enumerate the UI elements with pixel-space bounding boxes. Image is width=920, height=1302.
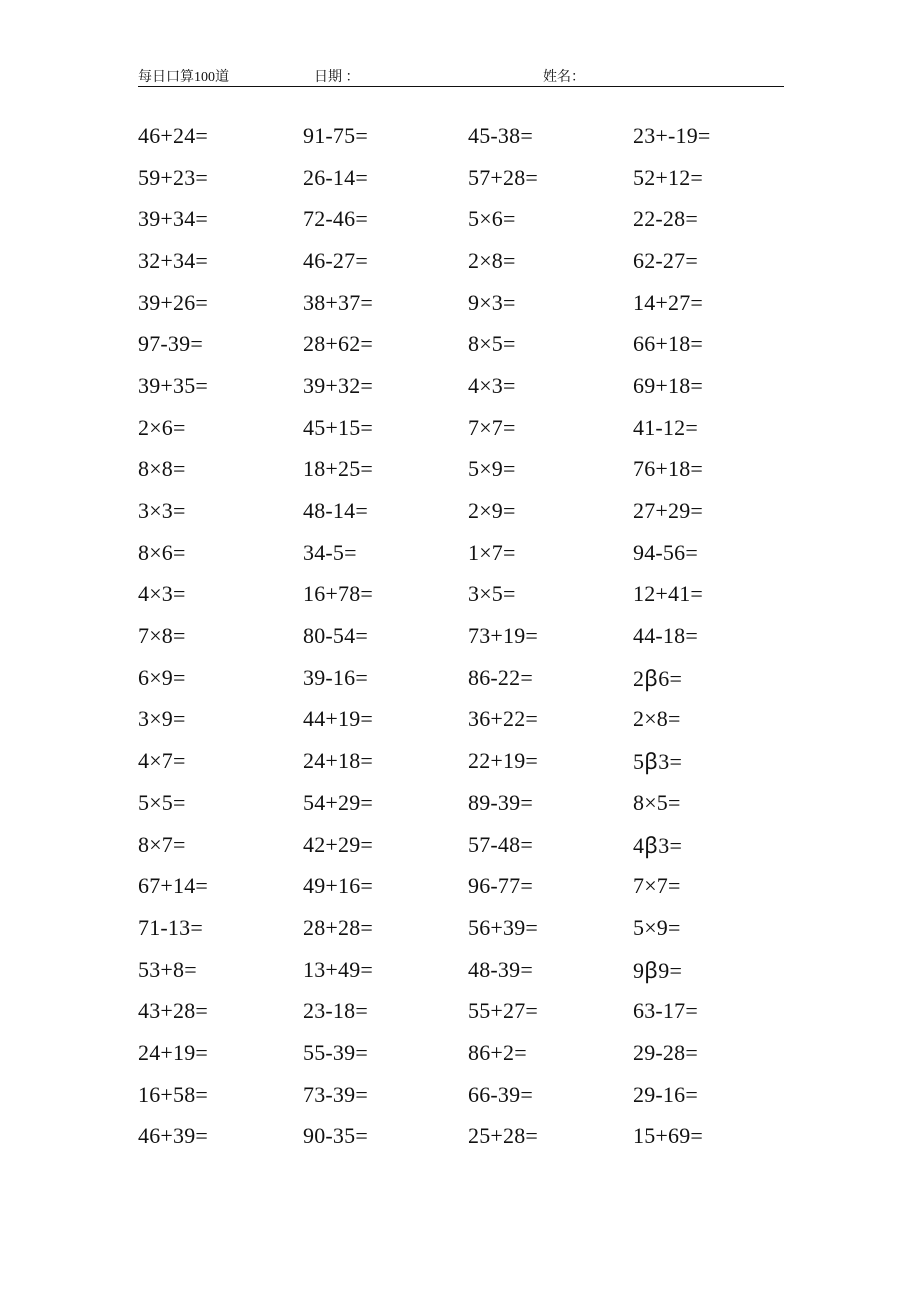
problem-cell: 18+25= bbox=[303, 456, 374, 482]
problem-cell: 13+49= bbox=[303, 956, 374, 982]
problem-cell: 48-14= bbox=[303, 498, 368, 524]
problem-cell: 15+69= bbox=[633, 1123, 704, 1149]
problem-cell: 22-28= bbox=[633, 206, 698, 232]
problem-cell: 1×7= bbox=[468, 539, 516, 565]
problem-cell: 5×5= bbox=[138, 789, 186, 815]
problem-cell: 25+28= bbox=[468, 1123, 539, 1149]
problem-cell: 48-39= bbox=[468, 956, 533, 982]
problem-cell: 9ꞵ9= bbox=[633, 957, 683, 983]
problem-cell: 43+28= bbox=[138, 998, 209, 1024]
problem-cell: 90-35= bbox=[303, 1123, 368, 1149]
problem-cell: 66-39= bbox=[468, 1081, 533, 1107]
problem-cell: 39+32= bbox=[303, 372, 374, 398]
problem-cell: 5×9= bbox=[468, 456, 516, 482]
problem-cell: 91-75= bbox=[303, 122, 368, 148]
problem-cell: 36+22= bbox=[468, 706, 539, 732]
problem-cell: 52+12= bbox=[633, 164, 704, 190]
problem-cell: 8×7= bbox=[138, 831, 186, 857]
problem-row bbox=[138, 323, 798, 365]
problem-cell: 73-39= bbox=[303, 1081, 368, 1107]
problem-cell: 56+39= bbox=[468, 914, 539, 940]
problem-cell: 76+18= bbox=[633, 456, 704, 482]
problem-cell: 39+34= bbox=[138, 206, 209, 232]
problem-cell: 66+18= bbox=[633, 331, 704, 357]
problem-row bbox=[138, 490, 798, 532]
problem-cell: 89-39= bbox=[468, 789, 533, 815]
problem-cell: 57-48= bbox=[468, 831, 533, 857]
problem-cell: 39+35= bbox=[138, 372, 209, 398]
problem-cell: 3×9= bbox=[138, 706, 186, 732]
problem-row bbox=[138, 407, 798, 449]
problem-row bbox=[138, 907, 798, 949]
problem-cell: 71-13= bbox=[138, 914, 203, 940]
problem-cell: 5ꞵ3= bbox=[633, 749, 683, 775]
problem-cell: 3×5= bbox=[468, 581, 516, 607]
problem-cell: 72-46= bbox=[303, 206, 368, 232]
problem-cell: 32+34= bbox=[138, 247, 209, 273]
problem-cell: 7×8= bbox=[138, 623, 186, 649]
problem-row bbox=[138, 532, 798, 574]
problem-cell: 59+23= bbox=[138, 164, 209, 190]
problem-cell: 86+2= bbox=[468, 1039, 527, 1065]
problem-row bbox=[138, 1074, 798, 1116]
problem-cell: 4×3= bbox=[468, 372, 516, 398]
problem-cell: 2×8= bbox=[633, 706, 681, 732]
problem-cell: 23+-19= bbox=[633, 122, 711, 148]
problem-cell: 67+14= bbox=[138, 873, 209, 899]
problem-cell: 44-18= bbox=[633, 623, 698, 649]
problem-cell: 69+18= bbox=[633, 372, 704, 398]
problem-cell: 55-39= bbox=[303, 1039, 368, 1065]
problem-row bbox=[138, 949, 798, 991]
problem-cell: 7×7= bbox=[633, 873, 681, 899]
problem-cell: 5×6= bbox=[468, 206, 516, 232]
problem-cell: 4ꞵ3= bbox=[633, 832, 683, 858]
problem-row bbox=[138, 365, 798, 407]
problem-cell: 55+27= bbox=[468, 998, 539, 1024]
problem-row bbox=[138, 657, 798, 699]
problem-cell: 8×6= bbox=[138, 539, 186, 565]
problem-cell: 8×5= bbox=[633, 789, 681, 815]
problem-cell: 24+18= bbox=[303, 748, 374, 774]
problem-cell: 42+29= bbox=[303, 831, 374, 857]
problem-cell: 45+15= bbox=[303, 414, 374, 440]
problem-cell: 38+37= bbox=[303, 289, 374, 315]
problem-cell: 26-14= bbox=[303, 164, 368, 190]
problem-cell: 2×9= bbox=[468, 498, 516, 524]
problem-cell: 16+78= bbox=[303, 581, 374, 607]
problem-cell: 96-77= bbox=[468, 873, 533, 899]
problem-cell: 24+19= bbox=[138, 1039, 209, 1065]
problem-cell: 2×6= bbox=[138, 414, 186, 440]
problem-cell: 16+58= bbox=[138, 1081, 209, 1107]
problem-cell: 46-27= bbox=[303, 247, 368, 273]
problem-cell: 41-12= bbox=[633, 414, 698, 440]
problem-cell: 46+39= bbox=[138, 1123, 209, 1149]
name-label: 姓名： bbox=[543, 70, 585, 85]
problem-cell: 53+8= bbox=[138, 956, 197, 982]
problem-cell: 39-16= bbox=[303, 664, 368, 690]
problem-cell: 94-56= bbox=[633, 539, 698, 565]
problem-row bbox=[138, 240, 798, 282]
problem-row bbox=[138, 449, 798, 491]
problem-row bbox=[138, 282, 798, 324]
problem-cell: 57+28= bbox=[468, 164, 539, 190]
problem-cell: 12+41= bbox=[633, 581, 704, 607]
problem-cell: 4×7= bbox=[138, 748, 186, 774]
problem-row bbox=[138, 574, 798, 616]
problem-cell: 8×5= bbox=[468, 331, 516, 357]
problem-cell: 39+26= bbox=[138, 289, 209, 315]
problem-cell: 86-22= bbox=[468, 664, 533, 690]
problem-cell: 4×3= bbox=[138, 581, 186, 607]
problem-row bbox=[138, 740, 798, 782]
problem-cell: 28+28= bbox=[303, 914, 374, 940]
problem-row bbox=[138, 824, 798, 866]
worksheet-header bbox=[138, 62, 784, 87]
problem-grid bbox=[138, 115, 798, 1157]
problem-row bbox=[138, 198, 798, 240]
problem-row bbox=[138, 1116, 798, 1158]
problem-cell: 8×8= bbox=[138, 456, 186, 482]
problem-cell: 29-28= bbox=[633, 1039, 698, 1065]
problem-row bbox=[138, 615, 798, 657]
problem-cell: 34-5= bbox=[303, 539, 357, 565]
problem-row bbox=[138, 782, 798, 824]
problem-cell: 44+19= bbox=[303, 706, 374, 732]
problem-cell: 62-27= bbox=[633, 247, 698, 273]
problem-cell: 14+27= bbox=[633, 289, 704, 315]
problem-cell: 7×7= bbox=[468, 414, 516, 440]
problem-cell: 46+24= bbox=[138, 122, 209, 148]
problem-cell: 45-38= bbox=[468, 122, 533, 148]
problem-cell: 80-54= bbox=[303, 623, 368, 649]
problem-cell: 54+29= bbox=[303, 789, 374, 815]
problem-cell: 5×9= bbox=[633, 914, 681, 940]
problem-cell: 28+62= bbox=[303, 331, 374, 357]
worksheet-title: 每日口算100道 bbox=[138, 70, 229, 85]
problem-row bbox=[138, 115, 798, 157]
problem-cell: 73+19= bbox=[468, 623, 539, 649]
problem-cell: 63-17= bbox=[633, 998, 698, 1024]
problem-cell: 2×8= bbox=[468, 247, 516, 273]
problem-cell: 6×9= bbox=[138, 664, 186, 690]
date-label: 日期 ： bbox=[314, 70, 360, 85]
problem-row bbox=[138, 699, 798, 741]
problem-cell: 3×3= bbox=[138, 498, 186, 524]
problem-row bbox=[138, 1032, 798, 1074]
problem-cell: 23-18= bbox=[303, 998, 368, 1024]
problem-row bbox=[138, 990, 798, 1032]
problem-row bbox=[138, 157, 798, 199]
problem-cell: 49+16= bbox=[303, 873, 374, 899]
problem-cell: 22+19= bbox=[468, 748, 539, 774]
problem-cell: 9×3= bbox=[468, 289, 516, 315]
problem-row bbox=[138, 865, 798, 907]
problem-cell: 97-39= bbox=[138, 331, 203, 357]
problem-cell: 29-16= bbox=[633, 1081, 698, 1107]
problem-cell: 2ꞵ6= bbox=[633, 665, 683, 691]
problem-cell: 27+29= bbox=[633, 498, 704, 524]
